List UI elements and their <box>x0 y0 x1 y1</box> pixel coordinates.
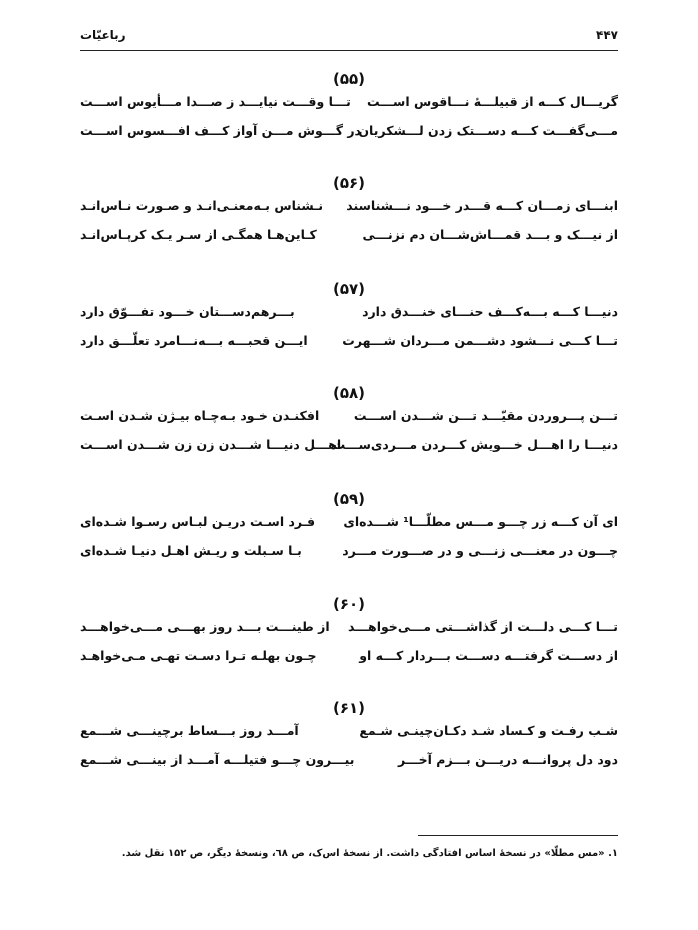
hemistich: آمـــد روز بـــساط برچینـــی شـــمع <box>80 723 299 738</box>
verse-line <box>80 644 618 673</box>
verse-line <box>80 329 618 358</box>
hemistich: گریـــال کـــه از قبیلـــهٔ نـــاقوس اســـت <box>367 94 618 109</box>
verse-line <box>80 433 618 462</box>
hemistich: از نیـــک و بـــد قمـــاش‌شـــان دم نزنـــی <box>362 227 618 242</box>
verse-line <box>80 223 618 252</box>
verse-line <box>80 119 618 148</box>
quatrain <box>80 593 618 673</box>
quatrain-number: (۵۹) <box>332 490 366 508</box>
verse-line <box>80 510 618 539</box>
hemistich: اهـــل دنیـــا شـــدن زن زن شـــدن اســـت <box>80 437 342 452</box>
verse-line <box>80 748 618 777</box>
quatrain <box>80 278 618 358</box>
hemistich: چـون بهلـه تـرا دسـت تهـی مـی‌خواهـد <box>80 648 317 663</box>
hemistich: بیـــرون چـــو فتیلـــه آمـــد از بینـــی شـــمع <box>80 752 355 767</box>
verse-line <box>80 300 618 329</box>
quatrain <box>80 382 618 462</box>
hemistich: بـا سـبلت و ریـش اهـل دنیـا شـده‌ای <box>80 543 302 558</box>
quatrain-number: (۵۷) <box>332 280 366 298</box>
quatrain-number: (۶۰) <box>332 595 366 613</box>
hemistich: چـــون در معنـــی زنـــی و در صـــورت مـــرد <box>342 543 618 558</box>
verse-line <box>80 615 618 644</box>
hemistich: از دســـت گرفتـــه دســـت بـــردار کـــه او <box>359 648 618 663</box>
verse-line <box>80 719 618 748</box>
hemistich: نـشناس بـه‌معنـی‌انـد و صـورت نـاس‌انـد <box>80 198 324 213</box>
hemistich: در گـــوش مـــن آواز کـــف افـــسوس اســـت <box>80 123 361 138</box>
hemistich: ای آن کـــه زر چـــو مـــس مطلّـــا¹ شـــده‌ای <box>343 514 618 529</box>
verse-line <box>80 539 618 568</box>
footnote: ۱. «مس مطلّا» در نسخهٔ اساس افتادگی داشت. از نسخهٔ اس‌ک، ص ٦٨، ونسخهٔ دیگر، ص ۱۵۲ نقل شد. <box>121 848 618 859</box>
running-header <box>80 28 618 46</box>
hemistich: افکنـدن خـود بـه‌چـاه بیـژن شـدن اسـت <box>80 408 320 423</box>
footnote-rule <box>418 835 618 836</box>
hemistich: کـاین‌هـا همگـی از سـر یـک کرپـاس‌انـد <box>80 227 317 242</box>
page-number: ۴۴۷ <box>596 28 618 42</box>
hemistich: تـــا کـــی دلـــت از گذاشـــتی مـــی‌خواهـــد <box>347 619 618 634</box>
verse-line <box>80 404 618 433</box>
hemistich: بـــرهم‌دســـتان خـــود تفـــوّق دارد <box>80 304 295 319</box>
hemistich: ابنـــای زمـــان کـــه قـــدر خـــود نـــشناسند <box>346 198 618 213</box>
quatrain-number: (۵۵) <box>332 70 366 88</box>
hemistich: تـــا وقـــت نیایـــد ز صـــدا مـــأیوس اســـت <box>80 94 351 109</box>
hemistich: دنیـــا کـــه بـــه‌کـــف حنـــای خنـــدق دارد <box>362 304 618 319</box>
quatrain <box>80 488 618 568</box>
hemistich: تـــن پـــروردن مقیّـــد تـــن شـــدن اســـت <box>353 408 618 423</box>
hemistich: مـــی‌گفـــت کـــه دســـتک زدن لـــشکریان <box>358 123 618 138</box>
hemistich: تـــا کـــی نـــشود دشـــمن مـــردان شـــهرت <box>342 333 618 348</box>
hemistich: از طینـــت بـــد روز بهـــی مـــی‌خواهـــد <box>80 619 330 634</box>
quatrain <box>80 172 618 252</box>
quatrain <box>80 697 618 777</box>
hemistich: دنیـــا را اهـــل خـــویش کـــردن مـــردی‌ســـت <box>332 437 618 452</box>
hemistich: فـرد اسـت دریـن لبـاس رسـوا شـده‌ای <box>80 514 316 529</box>
hemistich: ایـــن قحبـــه بـــه‌نـــامرد تعلّـــق دارد <box>80 333 308 348</box>
section-title: رباعیّات <box>80 28 126 42</box>
hemistich: شـب رفـت و کـساد شـد دکـان‌چینـی شـمع <box>359 723 618 738</box>
quatrain-number: (۵۸) <box>332 384 366 402</box>
quatrain-number: (۶۱) <box>332 699 366 717</box>
hemistich: دود دل پروانـــه دریـــن بـــزم آخـــر <box>398 752 618 767</box>
quatrain-number: (۵۶) <box>332 174 366 192</box>
verse-line <box>80 194 618 223</box>
quatrain <box>80 68 618 148</box>
verse-line <box>80 90 618 119</box>
header-rule <box>80 50 618 51</box>
